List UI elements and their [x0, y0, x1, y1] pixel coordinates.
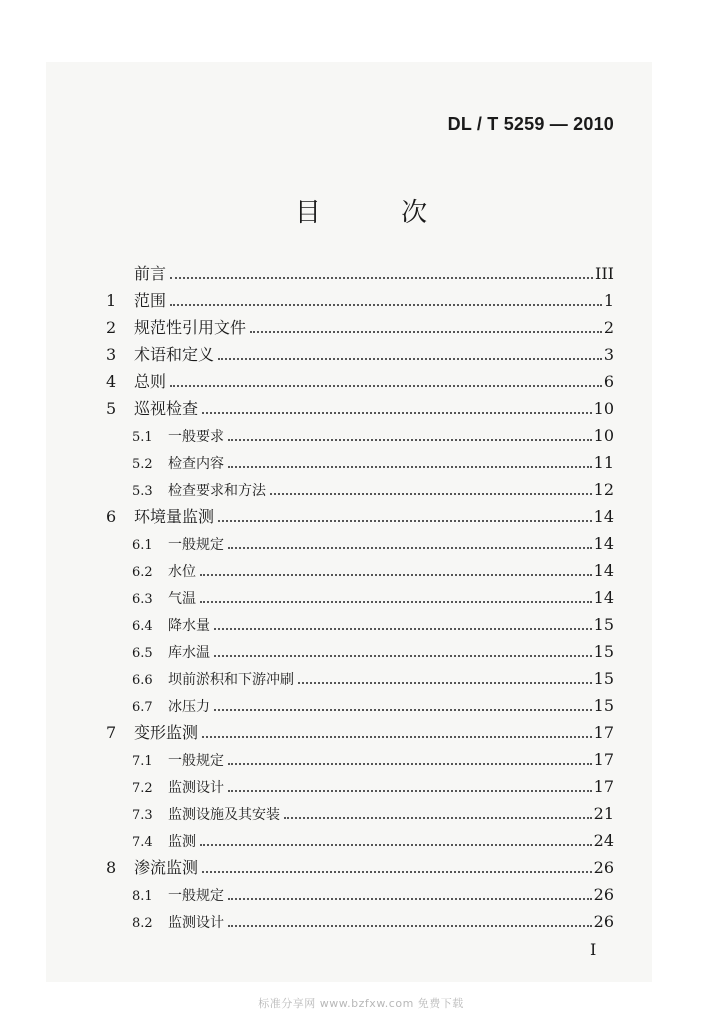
toc-entry-label: 监测设计 [168, 780, 224, 796]
toc-entry-page: 26 [593, 858, 614, 877]
toc-entry-page: 17 [593, 777, 614, 796]
dot-leader [214, 655, 592, 657]
dot-leader [170, 385, 602, 387]
dot-leader [170, 277, 593, 279]
dot-leader [202, 871, 592, 873]
dot-leader [228, 466, 592, 468]
toc-entry[interactable] [106, 341, 614, 368]
toc-entry[interactable] [106, 827, 614, 854]
dot-leader [250, 331, 602, 333]
dot-leader [218, 520, 592, 522]
toc-entry-label: 监测设计 [168, 915, 224, 931]
toc-entry[interactable] [106, 557, 614, 584]
dot-leader [228, 547, 592, 549]
toc-entry[interactable] [106, 665, 614, 692]
dot-leader [202, 412, 592, 414]
toc-entry[interactable] [106, 584, 614, 611]
table-of-contents [106, 260, 614, 935]
toc-entry-label: 总则 [134, 372, 167, 391]
toc-entry-page: 17 [593, 723, 614, 742]
toc-entry[interactable] [106, 692, 614, 719]
toc-entry-label: 一般要求 [168, 429, 224, 445]
toc-entry[interactable] [106, 854, 614, 881]
toc-entry-number: 7.2 [132, 781, 153, 796]
toc-entry-page: 3 [603, 345, 614, 364]
dot-leader [270, 493, 592, 495]
toc-entry-page: 15 [593, 696, 614, 715]
toc-entry[interactable] [106, 719, 614, 746]
toc-entry-label: 范围 [134, 291, 167, 310]
toc-entry-label: 检查内容 [168, 456, 224, 472]
toc-entry[interactable] [106, 260, 614, 287]
toc-entry-page: 2 [603, 318, 614, 337]
toc-entry-label: 规范性引用文件 [134, 318, 247, 337]
toc-entry-page: 10 [593, 426, 614, 445]
toc-entry-label: 降水量 [168, 618, 210, 634]
toc-entry[interactable] [106, 530, 614, 557]
toc-entry-label: 库水温 [168, 645, 210, 661]
standard-code: DL / T 5259 — 2010 [447, 114, 614, 134]
toc-entry[interactable] [106, 881, 614, 908]
dot-leader [298, 682, 592, 684]
toc-entry-page: 6 [603, 372, 614, 391]
toc-entry-page: 10 [593, 399, 614, 418]
toc-entry-page: III [595, 264, 614, 283]
dot-leader [202, 736, 592, 738]
toc-entry-label: 一般规定 [168, 537, 224, 553]
toc-entry-label: 一般规定 [168, 888, 224, 904]
dot-leader [228, 790, 592, 792]
toc-entry-page: 1 [603, 291, 614, 310]
toc-entry-number: 7.3 [132, 808, 153, 823]
toc-entry[interactable] [106, 422, 614, 449]
toc-entry[interactable] [106, 395, 614, 422]
page-number: I [590, 940, 597, 959]
toc-entry-label: 环境量监测 [134, 507, 215, 526]
toc-entry-page: 11 [593, 453, 614, 472]
toc-entry[interactable] [106, 314, 614, 341]
toc-entry-label: 一般规定 [168, 753, 224, 769]
toc-entry-label: 巡视检查 [134, 399, 199, 418]
toc-entry-page: 14 [593, 561, 614, 580]
watermark: 标准分享网 www.bzfxw.com 免费下载 [258, 997, 464, 1010]
dot-leader [170, 304, 602, 306]
toc-entry-number: 6.3 [132, 592, 153, 607]
toc-entry-number: 5.1 [132, 430, 153, 445]
dot-leader [218, 358, 602, 360]
toc-entry-label: 监测设施及其安装 [168, 807, 280, 823]
dot-leader [284, 817, 592, 819]
toc-entry-page: 15 [593, 669, 614, 688]
toc-entry-number: 8 [106, 858, 117, 877]
toc-entry[interactable] [106, 476, 614, 503]
toc-entry-number: 7 [106, 723, 117, 742]
toc-entry-page: 15 [593, 642, 614, 661]
toc-entry[interactable] [106, 449, 614, 476]
toc-entry-page: 21 [593, 804, 614, 823]
toc-entry-number: 6.4 [132, 619, 153, 634]
toc-entry[interactable] [106, 746, 614, 773]
dot-leader [214, 628, 592, 630]
toc-entry-number: 6.1 [132, 538, 153, 553]
dot-leader [200, 574, 592, 576]
toc-entry[interactable] [106, 611, 614, 638]
toc-entry-label: 术语和定义 [134, 345, 215, 364]
toc-entry[interactable] [106, 368, 614, 395]
toc-entry-number: 6 [106, 507, 117, 526]
toc-entry-number: 6.5 [132, 646, 153, 661]
toc-entry-number: 5.2 [132, 457, 153, 472]
toc-entry-number: 7.1 [132, 754, 153, 769]
toc-entry-number: 1 [106, 291, 117, 310]
toc-entry[interactable] [106, 287, 614, 314]
dot-leader [214, 709, 592, 711]
dot-leader [228, 763, 592, 765]
toc-entry-page: 12 [593, 480, 614, 499]
dot-leader [228, 439, 592, 441]
toc-entry-number: 7.4 [132, 835, 153, 850]
toc-title: 目 次 [294, 198, 464, 228]
toc-entry-number: 2 [106, 318, 117, 337]
toc-entry-label: 监测 [168, 834, 196, 850]
toc-entry-page: 15 [593, 615, 614, 634]
toc-entry-number: 8.1 [132, 889, 153, 904]
toc-entry-page: 17 [593, 750, 614, 769]
dot-leader [200, 601, 592, 603]
toc-entry-number: 6.2 [132, 565, 153, 580]
toc-entry-label: 前言 [134, 264, 167, 283]
toc-entry[interactable] [106, 800, 614, 827]
toc-entry-page: 14 [593, 534, 614, 553]
toc-entry-page: 24 [593, 831, 614, 850]
toc-entry[interactable] [106, 908, 614, 935]
toc-entry-number: 6.7 [132, 700, 153, 715]
dot-leader [228, 925, 592, 927]
toc-entry-label: 水位 [168, 564, 196, 580]
toc-entry-page: 26 [593, 885, 614, 904]
toc-entry-label: 渗流监测 [134, 858, 199, 877]
toc-entry-page: 14 [593, 507, 614, 526]
toc-entry-label: 气温 [168, 591, 196, 607]
toc-entry[interactable] [106, 773, 614, 800]
toc-entry-number: 8.2 [132, 916, 153, 931]
toc-entry-label: 检查要求和方法 [168, 483, 266, 499]
toc-entry-number: 4 [106, 372, 117, 391]
toc-entry-number: 6.6 [132, 673, 153, 688]
toc-entry-label: 变形监测 [134, 723, 199, 742]
toc-entry-number: 5 [106, 399, 117, 418]
toc-entry-page: 26 [593, 912, 614, 931]
toc-entry-label: 坝前淤积和下游冲刷 [168, 672, 294, 688]
dot-leader [228, 898, 592, 900]
toc-entry[interactable] [106, 638, 614, 665]
dot-leader [200, 844, 592, 846]
toc-entry[interactable] [106, 503, 614, 530]
toc-entry-page: 14 [593, 588, 614, 607]
toc-entry-label: 冰压力 [168, 699, 210, 715]
toc-entry-number: 3 [106, 345, 117, 364]
toc-entry-number: 5.3 [132, 484, 153, 499]
